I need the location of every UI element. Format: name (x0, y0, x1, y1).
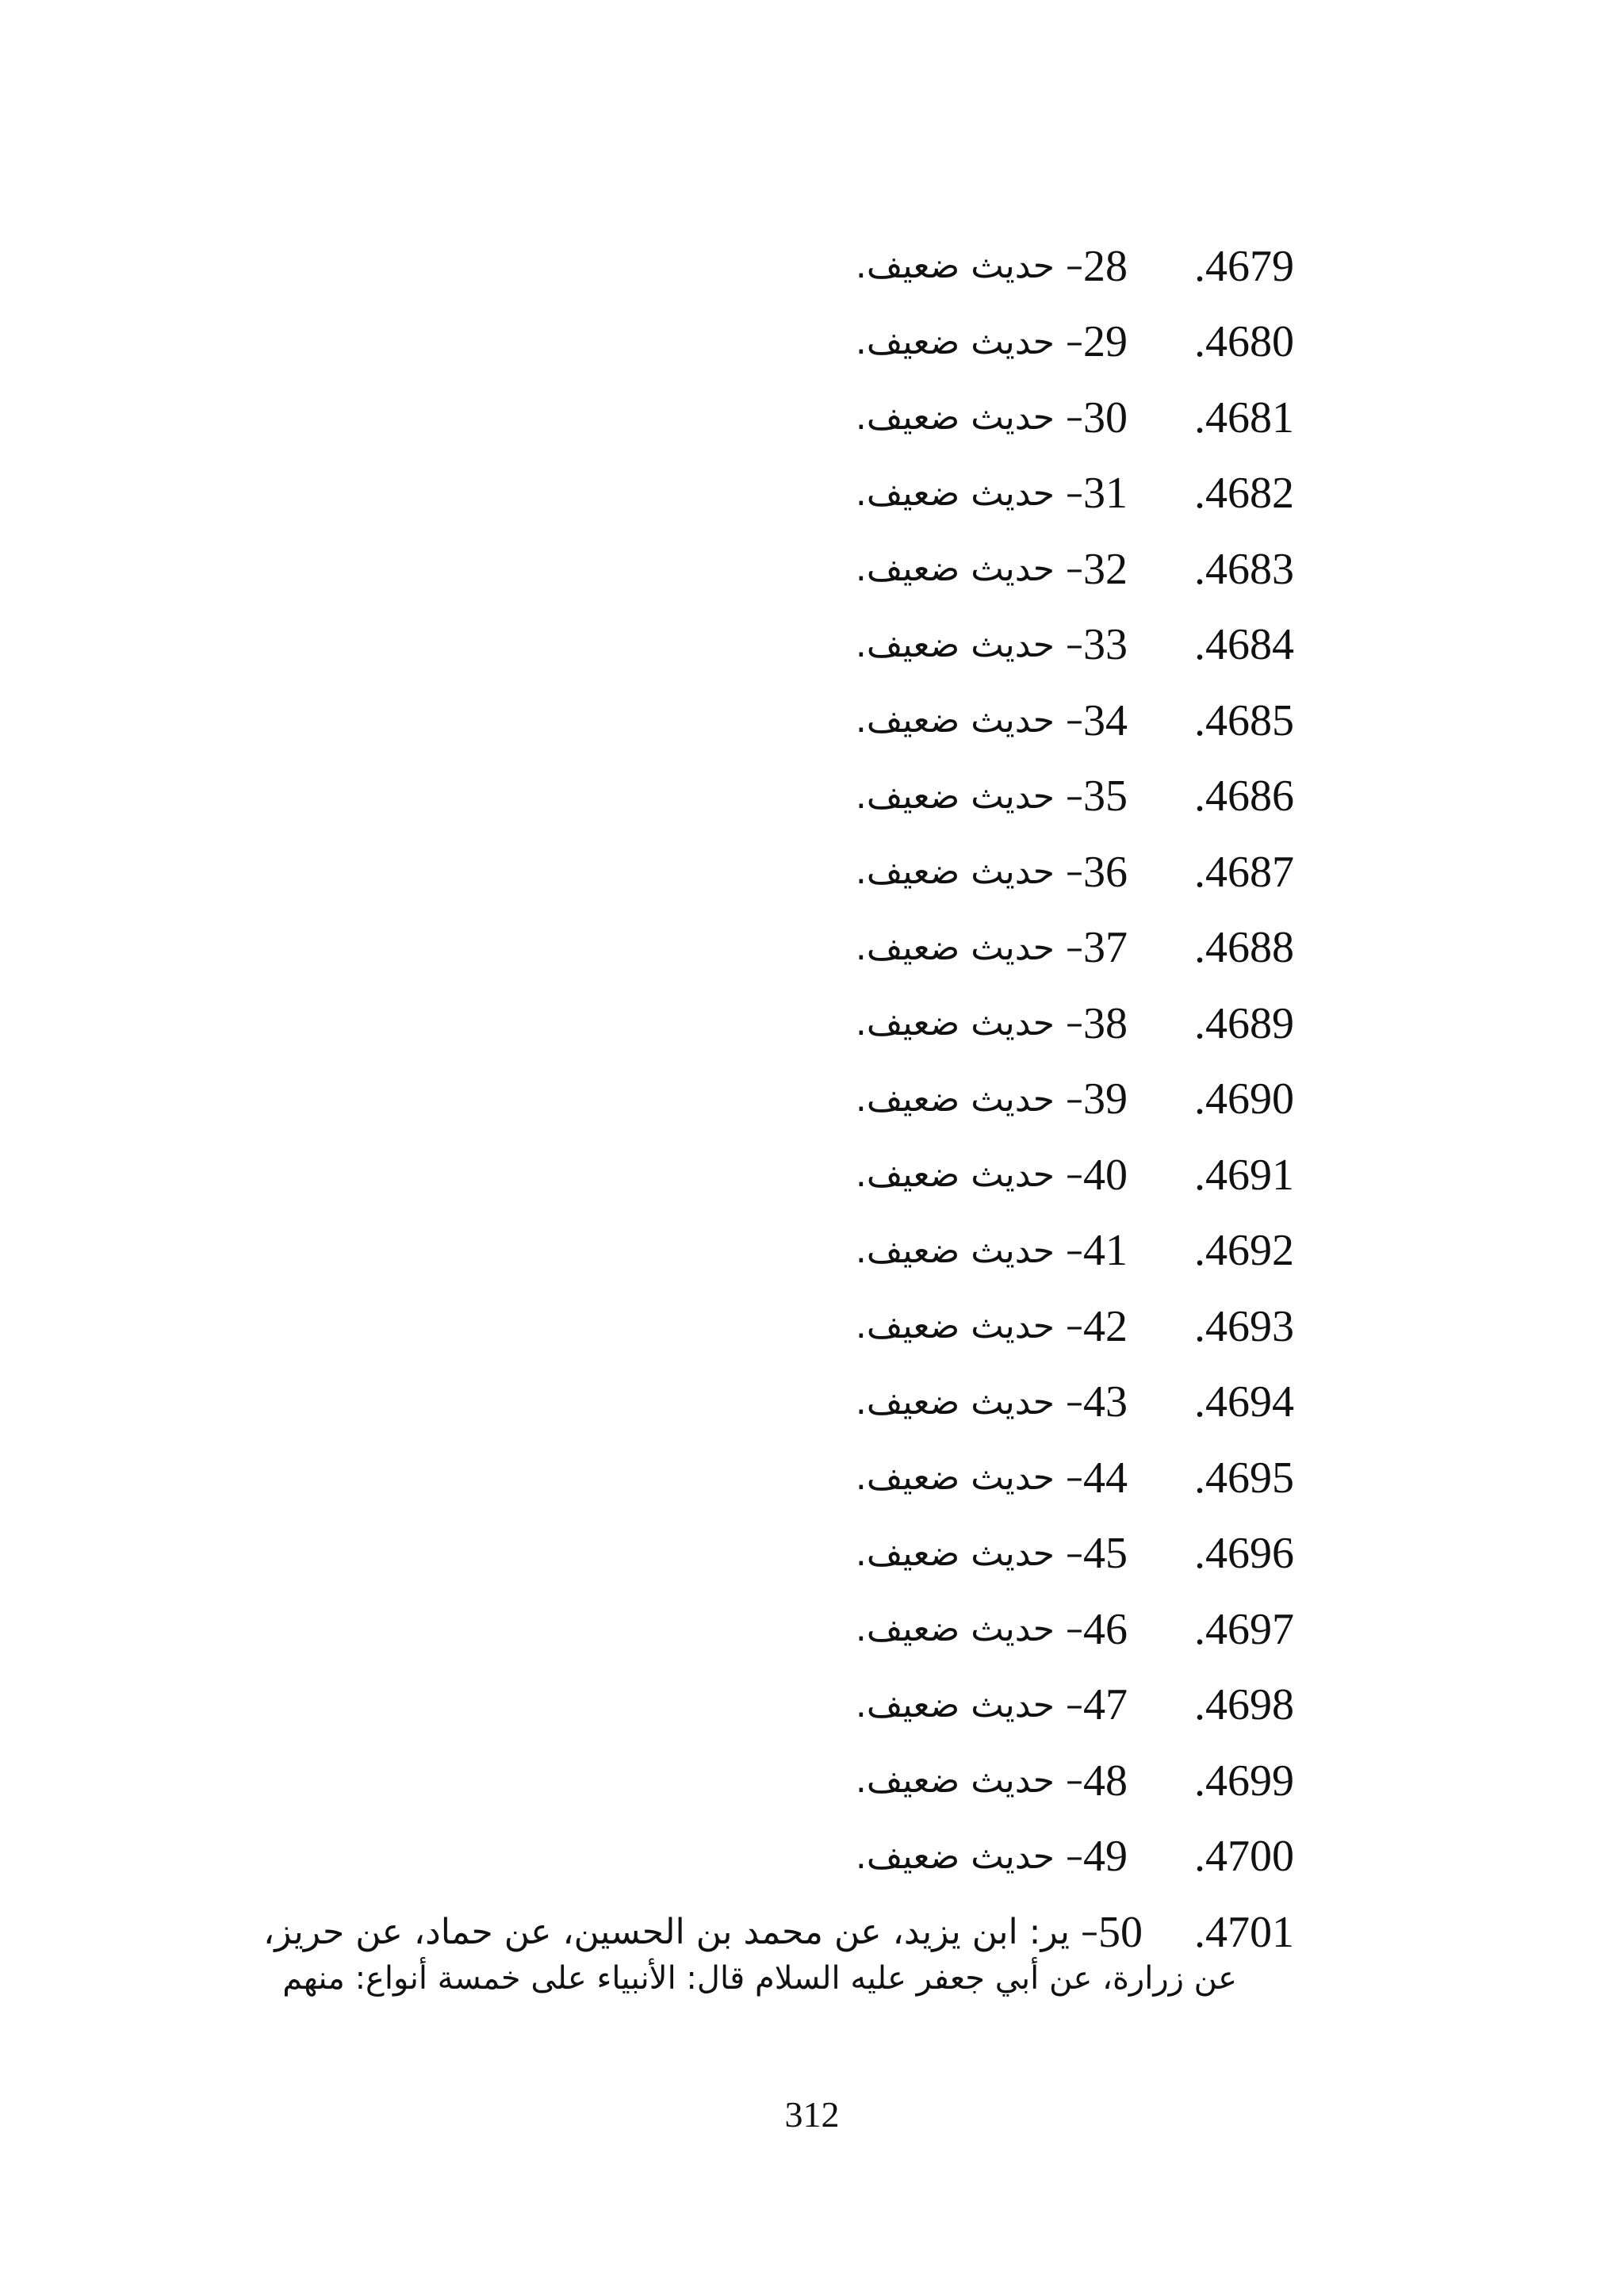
entry-number: 4700. (1194, 1832, 1294, 1882)
entry-number: 4698. (1194, 1680, 1294, 1730)
entry-text: – حديث ضعيف. (855, 1684, 1083, 1725)
entry-text: – حديث ضعيف. (855, 473, 1083, 514)
entry-subnumber: 41 (1083, 1226, 1128, 1276)
entry-number: 4687. (1194, 847, 1294, 897)
entry-subnumber: 35 (1083, 772, 1128, 821)
hadith-entry (263, 228, 1294, 304)
entry-subnumber: 45 (1083, 1529, 1128, 1579)
entry-subnumber: 30 (1083, 393, 1128, 442)
hadith-entry (263, 1591, 1294, 1668)
entry-number: 4693. (1194, 1301, 1294, 1351)
entry-text: – حديث ضعيف. (855, 1533, 1083, 1574)
entry-text: – حديث ضعيف. (855, 776, 1083, 817)
hadith-entry (263, 456, 1294, 532)
hadith-entry (263, 1440, 1294, 1516)
entry-number: 4689. (1194, 998, 1294, 1048)
entry-subnumber: 48 (1083, 1756, 1128, 1806)
entry-number: 4682. (1194, 469, 1294, 519)
entry-subnumber: 47 (1083, 1680, 1128, 1730)
entry-subnumber: 32 (1083, 544, 1128, 594)
entry-text: – حديث ضعيف. (855, 1306, 1083, 1347)
entry-subnumber: 31 (1083, 469, 1128, 519)
entry-text: – حديث ضعيف. (855, 1230, 1083, 1271)
entry-number: 4680. (1194, 317, 1294, 367)
entry-subnumber: 43 (1083, 1377, 1128, 1427)
entry-text: – حديث ضعيف. (855, 1609, 1083, 1650)
entry-text: – حديث ضعيف. (855, 1003, 1083, 1044)
hadith-entry (263, 1668, 1294, 1744)
entry-number: 4699. (1194, 1756, 1294, 1806)
entry-number: 4690. (1194, 1074, 1294, 1124)
hadith-entry (263, 1213, 1294, 1289)
entry-subnumber: 46 (1083, 1604, 1128, 1654)
hadith-entry (263, 607, 1294, 684)
hadith-entry (263, 986, 1294, 1062)
entry-number: 4688. (1194, 923, 1294, 973)
entry-text: – حديث ضعيف. (855, 1381, 1083, 1423)
entry-text: – حديث ضعيف. (855, 549, 1083, 590)
hadith-entry (263, 1137, 1294, 1213)
entry-text: – حديث ضعيف. (855, 397, 1083, 439)
hadith-entry (263, 1289, 1294, 1365)
entry-number: 4696. (1194, 1529, 1294, 1579)
hadith-entry (263, 1819, 1294, 1895)
entry-text: – ير: ابن يزيد، عن محمد بن الحسين، عن حماد، عن حريز، (263, 1912, 1099, 1953)
entry-subnumber: 36 (1083, 847, 1128, 897)
entry-text: – حديث ضعيف. (855, 1155, 1083, 1196)
entry-number: 4685. (1194, 695, 1294, 745)
entry-number: 4691. (1194, 1150, 1294, 1200)
entry-subnumber: 38 (1083, 998, 1128, 1048)
hadith-entry (263, 1365, 1294, 1441)
hadith-entry (263, 834, 1294, 910)
hadith-entry (263, 1743, 1294, 1819)
entry-number: 4695. (1194, 1453, 1294, 1503)
entry-text: – حديث ضعيف. (855, 852, 1083, 893)
entry-subnumber: 29 (1083, 317, 1128, 367)
hadith-entry (263, 380, 1294, 456)
entry-number: 4701. (1194, 1907, 1294, 1957)
entry-subnumber: 34 (1083, 695, 1128, 745)
hadith-entry (263, 1062, 1294, 1138)
entry-subnumber: 39 (1083, 1074, 1128, 1124)
entry-number: 4694. (1194, 1377, 1294, 1427)
entry-text: – حديث ضعيف. (855, 321, 1083, 362)
entry-number: 4684. (1194, 620, 1294, 670)
entry-number: 4683. (1194, 544, 1294, 594)
entry-text: – حديث ضعيف. (855, 927, 1083, 968)
hadith-entry (263, 1516, 1294, 1592)
hadith-entry (263, 759, 1294, 835)
entry-number: 4686. (1194, 772, 1294, 821)
hadith-entry (263, 1894, 1294, 1970)
entry-subnumber: 44 (1083, 1453, 1128, 1503)
entry-subnumber: 49 (1083, 1832, 1128, 1882)
hadith-entry (263, 683, 1294, 759)
entry-text: – حديث ضعيف. (855, 1457, 1083, 1499)
hadith-entry (263, 531, 1294, 607)
entry-subnumber: 37 (1083, 923, 1128, 973)
entry-number: 4697. (1194, 1604, 1294, 1654)
page-number: 312 (784, 2094, 840, 2135)
hadith-entry-list (263, 228, 1294, 1970)
continuation-line: عن زرارة، عن أبي جعفر عليه السلام قال: الأنبياء على خمسة أنواع: منهم (282, 1960, 1237, 1997)
hadith-entry (263, 910, 1294, 986)
entry-text: – حديث ضعيف. (855, 700, 1083, 741)
entry-subnumber: 33 (1083, 620, 1128, 670)
entry-number: 4692. (1194, 1226, 1294, 1276)
entry-subnumber: 50 (1098, 1907, 1143, 1957)
entry-text: – حديث ضعيف. (855, 1078, 1083, 1120)
entry-text: – حديث ضعيف. (855, 1836, 1083, 1877)
entry-text: – حديث ضعيف. (855, 624, 1083, 665)
entry-text: – حديث ضعيف. (855, 1760, 1083, 1802)
entry-text: – حديث ضعيف. (855, 246, 1083, 287)
entry-subnumber: 40 (1083, 1150, 1128, 1200)
hadith-entry (263, 304, 1294, 381)
entry-subnumber: 28 (1083, 241, 1128, 291)
entry-number: 4679. (1194, 241, 1294, 291)
entry-number: 4681. (1194, 393, 1294, 442)
entry-subnumber: 42 (1083, 1301, 1128, 1351)
